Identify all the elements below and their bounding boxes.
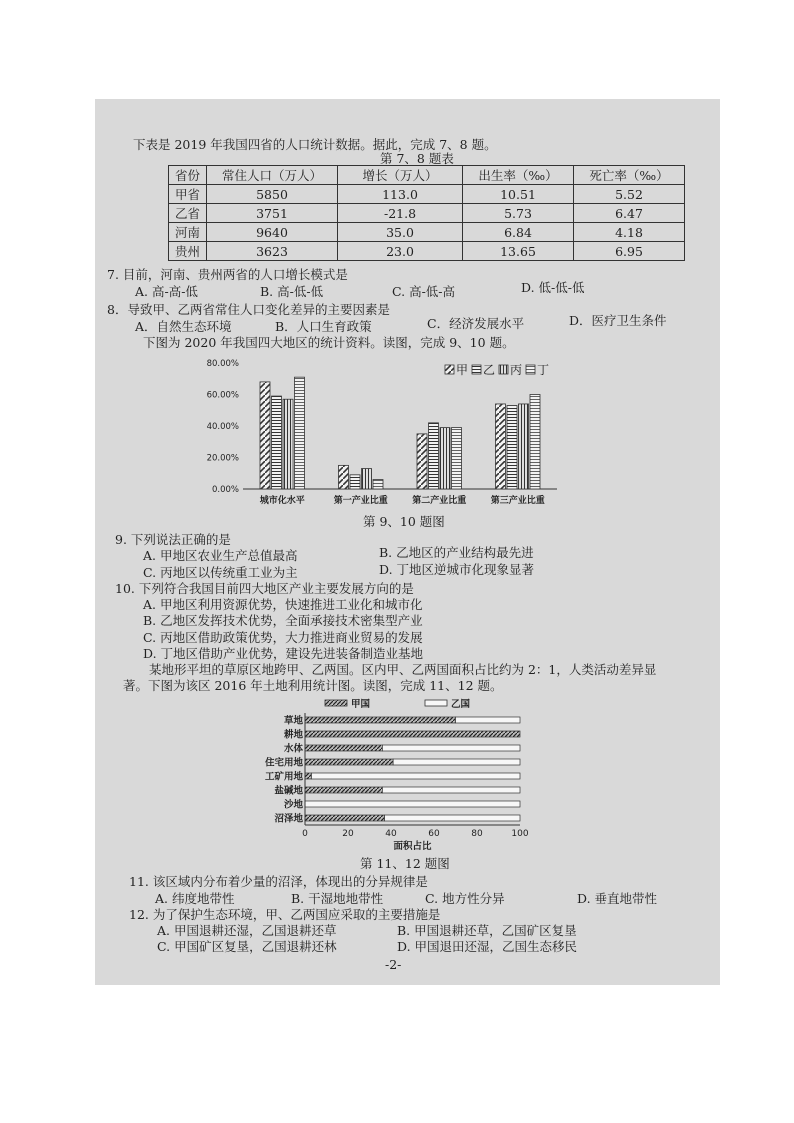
y-tick-label: 0.00%	[211, 485, 239, 495]
x-tick-label: 80	[471, 829, 483, 839]
q10-option-a: A. 甲地区利用资源优势，快速推进工业化和城市化	[143, 597, 423, 612]
table-cell: 9640	[207, 223, 338, 242]
regional-stats-bar-chart	[205, 353, 575, 513]
legend-swatch	[472, 365, 481, 374]
q7-stem: 7. 目前，河南、贵州两省的人口增长模式是	[107, 267, 348, 282]
table-cell: 4.18	[574, 223, 685, 242]
q1112-intro-line2: 著。下图为该区 2016 年土地利用统计图。读图，完成 11、12 题。	[123, 678, 503, 693]
bar-1	[339, 465, 349, 489]
q10-stem: 10. 下列符合我国目前四大地区产业主要发展方向的是	[115, 581, 414, 596]
q11-stem: 11. 该区域内分布着少量的沼泽，体现出的分异规律是	[129, 874, 428, 889]
legend-swatch	[499, 365, 508, 374]
legend-label: 丁	[537, 363, 550, 377]
table-header-row	[169, 166, 685, 185]
table-header: 死亡率（‰）	[574, 166, 685, 185]
bar-segment-1	[305, 717, 456, 723]
table-header: 常住人口（万人）	[207, 166, 338, 185]
x-tick-label: 100	[511, 829, 529, 839]
q11-option-d: D. 垂直地带性	[577, 891, 658, 906]
bar-segment-1	[305, 731, 520, 737]
legend-label: 丙	[510, 363, 523, 377]
y-tick-label: 60.00%	[206, 390, 239, 401]
bar-4	[373, 480, 383, 489]
table-cell: 35.0	[338, 223, 463, 242]
exam-page	[95, 99, 720, 985]
q12-option-d: D. 甲国退田还湿，乙国生态移民	[397, 939, 578, 954]
x-tick-label: 40	[385, 829, 397, 839]
q8-option-c: C．经济发展水平	[427, 316, 525, 331]
bar-4	[530, 395, 540, 490]
bar-4	[452, 428, 462, 489]
legend-swatch	[445, 365, 454, 374]
bar-3	[440, 428, 450, 489]
table-header: 出生率（‰）	[463, 166, 574, 185]
q7-option-d: D. 低-低-低	[521, 280, 585, 295]
x-tick-label: 60	[428, 829, 440, 839]
bar-segment-1	[305, 815, 385, 821]
q9-option-b: B. 乙地区的产业结构最先进	[379, 545, 534, 560]
x-axis-title: 面积占比	[393, 841, 432, 852]
x-tick-label: 20	[342, 829, 354, 839]
x-category-label: 城市化水平	[259, 496, 305, 506]
bar-segment-2	[382, 745, 520, 751]
q12-option-b: B. 甲国退耕还草，乙国矿区复垦	[397, 923, 577, 938]
y-category-label: 沼泽地	[274, 813, 303, 825]
y-category-label: 工矿用地	[264, 771, 303, 783]
q8-option-b: B．人口生育政策	[275, 319, 372, 334]
q8-stem: 8．导致甲、乙两省常住人口变化差异的主要因素是	[107, 302, 390, 317]
bar-segment-2	[382, 787, 520, 793]
table-cell: 3751	[207, 204, 338, 223]
bar-segment-1	[305, 759, 393, 765]
bar-4	[295, 377, 305, 489]
bar-3	[519, 404, 529, 489]
y-category-label: 水体	[283, 743, 303, 755]
table-cell: 13.65	[463, 242, 574, 261]
table-cell: 5850	[207, 185, 338, 204]
table-cell: -21.8	[338, 204, 463, 223]
q8-option-a: A．自然生态环境	[135, 319, 232, 334]
y-category-label: 盐碱地	[274, 785, 303, 797]
chart1-caption: 第 9、10 题图	[363, 514, 445, 529]
q10-option-d: D. 丁地区借助产业优势，建设先进装备制造业基地	[143, 646, 424, 661]
bar-2	[429, 423, 439, 489]
legend-swatch	[526, 365, 535, 374]
q9-option-d: D. 丁地区逆城市化现象显著	[379, 562, 535, 577]
table-row	[169, 242, 685, 261]
bar-1	[417, 434, 427, 489]
table-cell: 贵州	[169, 242, 207, 261]
table-title: 第 7、8 题表	[380, 151, 454, 166]
q8-option-d: D．医疗卫生条件	[569, 313, 667, 328]
bar-3	[362, 469, 372, 489]
q9-stem: 9. 下列说法正确的是	[115, 532, 231, 547]
table-cell: 甲省	[169, 185, 207, 204]
q12-stem: 12. 为了保护生态环境，甲、乙两国应采取的主要措施是	[129, 907, 441, 922]
q11-option-a: A. 纬度地带性	[155, 891, 235, 906]
legend-label: 乙	[483, 363, 496, 377]
bar-1	[496, 404, 506, 489]
table-cell: 6.47	[574, 204, 685, 223]
table-cell: 5.52	[574, 185, 685, 204]
table-cell: 23.0	[338, 242, 463, 261]
table-header: 增长（万人）	[338, 166, 463, 185]
y-category-label: 草地	[283, 715, 303, 727]
table-row	[169, 223, 685, 242]
table-cell: 3623	[207, 242, 338, 261]
bar-segment-1	[305, 787, 382, 793]
y-tick-label: 80.00%	[206, 359, 239, 369]
q9-option-c: C. 丙地区以传统重工业为主	[143, 565, 298, 580]
bar-segment-2	[456, 717, 521, 723]
bar-segment-2	[311, 773, 520, 779]
q9-option-a: A. 甲地区农业生产总值最高	[143, 548, 298, 563]
legend-label: 乙国	[451, 699, 471, 710]
legend-label: 甲	[456, 363, 469, 377]
bar-segment-2	[393, 759, 520, 765]
y-tick-label: 40.00%	[206, 422, 239, 432]
y-category-label: 沙地	[283, 799, 303, 811]
bar-segment-2	[305, 801, 520, 807]
table-cell: 10.51	[463, 185, 574, 204]
q78-intro: 下表是 2019 年我国四省的人口统计数据。据此，完成 7、8 题。	[133, 137, 497, 152]
page-number: -2-	[385, 957, 402, 972]
legend-label: 甲国	[351, 699, 371, 710]
y-category-label: 耕地	[283, 729, 303, 741]
q10-option-c: C. 丙地区借助政策优势，大力推进商业贸易的发展	[143, 630, 423, 645]
q11-option-b: B. 干湿地地带性	[291, 891, 384, 906]
y-tick-label: 20.00%	[206, 453, 239, 464]
table-cell: 河南	[169, 223, 207, 242]
q10-option-b: B. 乙地区发挥技术优势，全面承接技术密集型产业	[143, 613, 423, 628]
bar-segment-1	[305, 745, 382, 751]
y-category-label: 住宅用地	[264, 757, 303, 769]
bar-segment-2	[385, 815, 520, 821]
q12-option-c: C. 甲国矿区复垦，乙国退耕还林	[157, 939, 337, 954]
bar-2	[272, 396, 282, 489]
q7-option-a: A. 高-高-低	[135, 284, 198, 299]
bar-2	[350, 475, 360, 489]
q910-intro: 下图为 2020 年我国四大地区的统计资料。读图，完成 9、10 题。	[143, 335, 515, 350]
x-category-label: 第二产业比重	[412, 496, 467, 506]
bar-3	[283, 399, 293, 489]
population-table	[168, 165, 685, 261]
legend-swatch	[425, 700, 447, 706]
table-cell: 6.95	[574, 242, 685, 261]
table-row	[169, 204, 685, 223]
table-cell: 6.84	[463, 223, 574, 242]
chart2-caption: 第 11、12 题图	[360, 856, 450, 871]
table-cell: 5.73	[463, 204, 574, 223]
q7-option-b: B. 高-低-低	[260, 284, 324, 299]
table-row	[169, 185, 685, 204]
q12-option-a: A. 甲国退耕还湿，乙国退耕还草	[157, 923, 337, 938]
land-use-bar-chart	[245, 697, 545, 855]
table-cell: 乙省	[169, 204, 207, 223]
q7-option-c: C. 高-低-高	[392, 284, 456, 299]
x-category-label: 第一产业比重	[333, 496, 388, 506]
x-category-label: 第三产业比重	[490, 496, 545, 506]
legend-swatch	[325, 700, 347, 706]
bar-1	[260, 382, 270, 489]
q1112-intro-line1: 某地形平坦的草原区地跨甲、乙两国。区内甲、乙两国面积占比约为 2：1，人类活动差异显	[149, 662, 657, 677]
table-cell: 113.0	[338, 185, 463, 204]
x-tick-label: 0	[302, 829, 308, 839]
bar-2	[507, 406, 517, 489]
table-header: 省份	[169, 166, 207, 185]
bar-segment-1	[305, 773, 311, 779]
q11-option-c: C. 地方性分异	[425, 891, 505, 906]
